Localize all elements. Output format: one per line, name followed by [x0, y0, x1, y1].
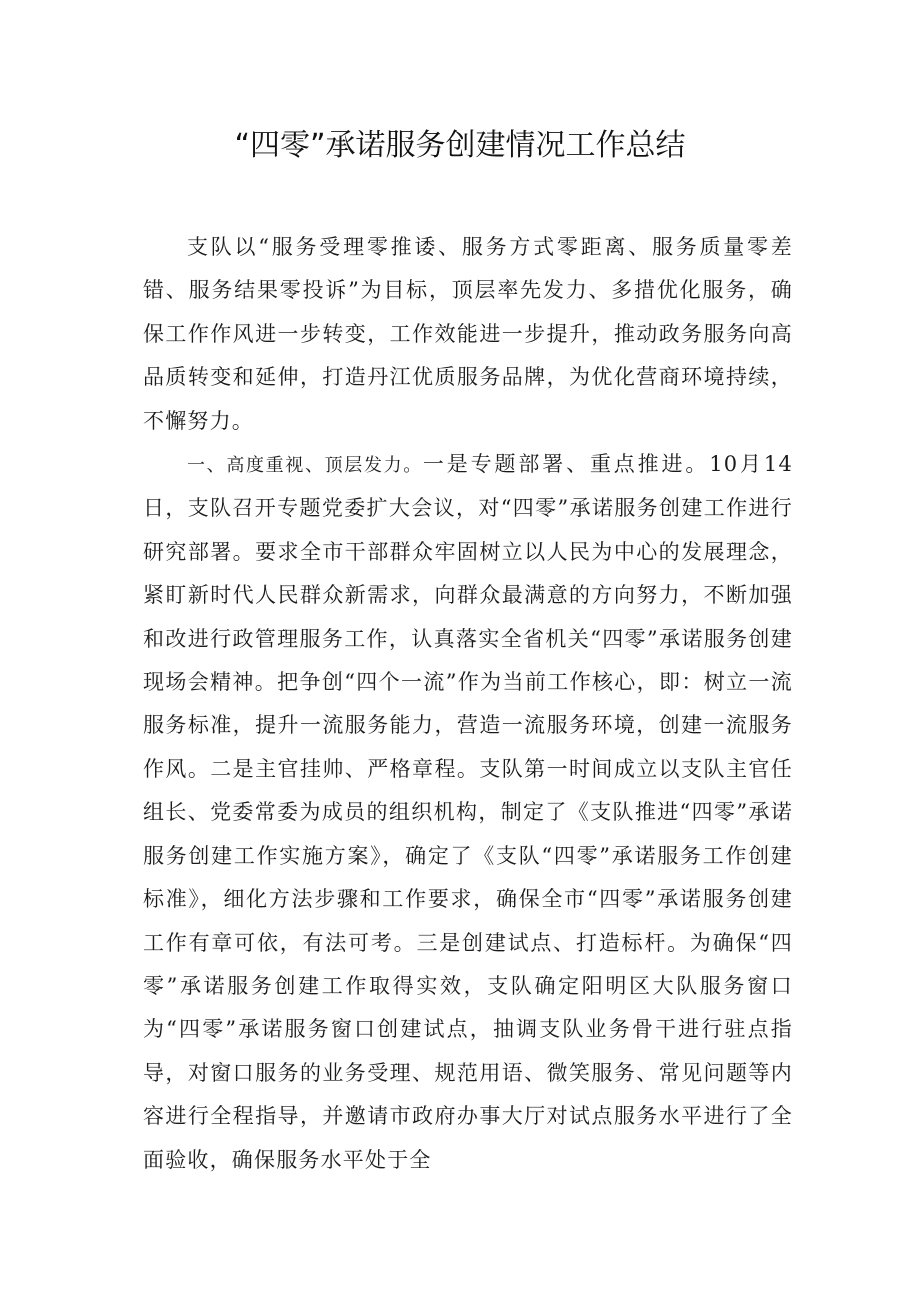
section-1-body: 一是专题部署、重点推进。10月14日，支队召开专题党委扩大会议，对“四零”承诺服务创建工作进行研究部署。要求全市干部群众牢固树立以人民为中心的发展理念，紧盯新时代人民群众新需求，向群众最满意的方向努力，不断加强和改进行政管理服务工作，认真落实全省机关“四零”承诺服务创建现场会精神。把争创“四个一流”作为当前工作核心，即：树立一流服务标准，提升一流服务能力，营造一流服务环境，创建一流服务作风。二是主官挂帅、严格章程。支队第一时间成立以支队主官任组长、党委常委为成员的组织机构，制定了《支队推进“四零”承诺服务创建工作实施方案》，确定了《支队“四零”承诺服务工作创建标准》，细化方法步骤和工作要求，确保全市“四零”承诺服务创建工作有章可依，有法可考。三是创建试点、打造标杆。为确保“四零”承诺服务创建工作取得实效，支队确定阳明区大队服务窗口为“四零”承诺服务窗口创建试点，抽调支队业务骨干进行驻点指导，对窗口服务的业务受理、规范用语、微笑服务、常见问题等内容进行全程指导，并邀请市政府办事大厅对试点服务水平进行了全面验收，确保服务水平处于全 [143, 452, 794, 1172]
document-title: “四零”承诺服务创建情况工作总结 [234, 128, 686, 163]
section-1-paragraph [143, 443, 793, 1182]
document-body [143, 226, 793, 1182]
intro-paragraph: 支队以“服务受理零推诿、服务方式零距离、服务质量零差错、服务结果零投诉”为目标，顶层率先发力、多措优化服务，确保工作作风进一步转变，工作效能进一步提升，推动政务服务向高品质转变和延伸，打造丹江优质服务品牌，为优化营商环境持续，不懈努力。 [143, 235, 793, 433]
section-1-heading: 一、高度重视、顶层发力。 [187, 455, 423, 477]
